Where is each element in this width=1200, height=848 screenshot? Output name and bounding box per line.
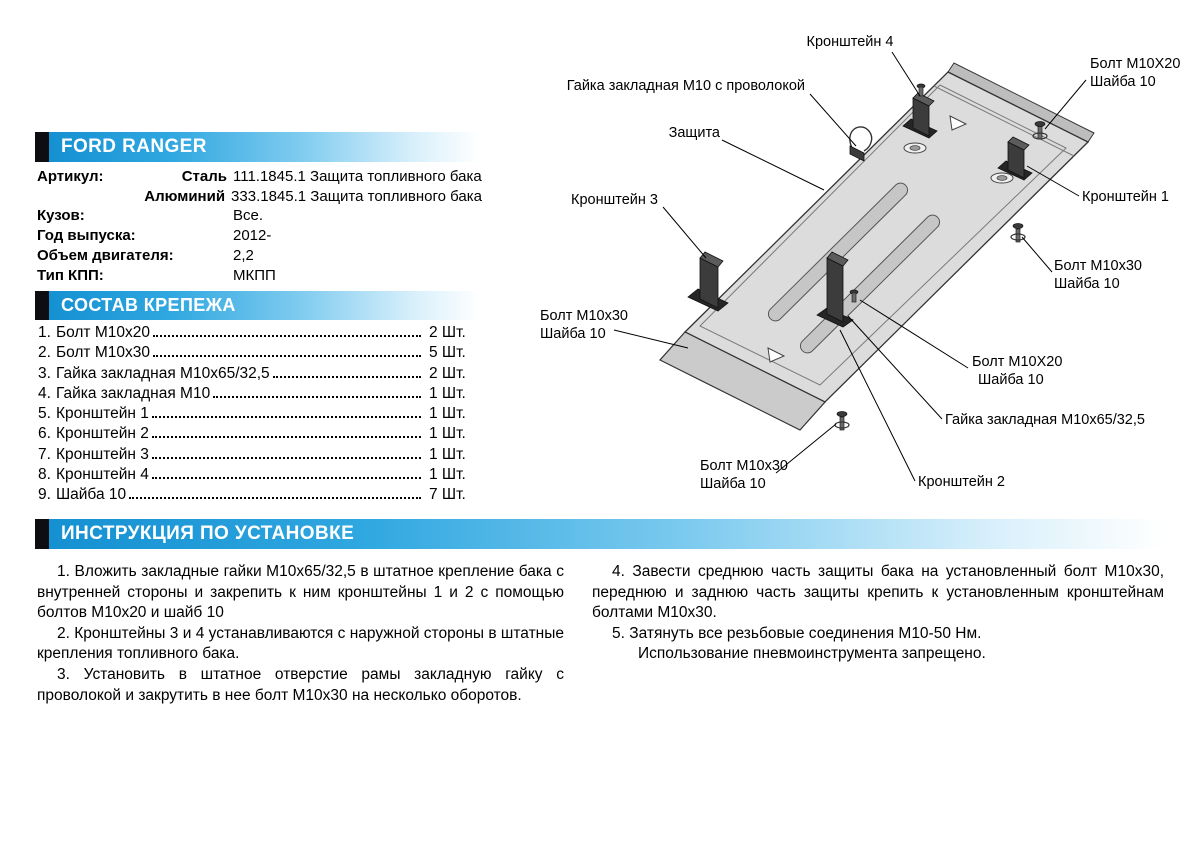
dot-leader [152,436,421,438]
instruction-title: ИНСТРУКЦИЯ ПО УСТАНОВКЕ [49,519,1164,549]
spec-row-year [37,226,482,246]
body-label: Кузов: [37,207,85,225]
label-washer-l: Шайба 10 [540,326,606,342]
body-value: Все. [233,207,264,225]
label-washer-b: Шайба 10 [700,476,766,492]
instruction-column-right [592,562,1164,706]
dot-leader [129,497,421,499]
bar-lead-block [35,291,49,320]
fastener-item: 7. Кронштейн 3 1 Шт. [38,445,466,463]
dot-leader [213,396,421,398]
label-bracket-2: Кронштейн 2 [918,474,1005,490]
bar-lead-block [35,132,49,162]
bar-lead-block [35,519,49,549]
bolt-m10x30-bottom [835,412,849,431]
instruction-step-5: 5. Затянуть все резьбовые соединения М10-50 Нм. [612,624,982,642]
bolt-m10x30-right [1011,224,1025,243]
dot-leader [273,376,421,378]
label-washer-r: Шайба 10 [1054,276,1120,292]
year-value: 2012- [233,227,272,245]
alu-label: Алюминий [144,187,226,205]
fastener-list [38,324,479,507]
diagram-svg [530,0,1200,520]
label-shield: Защита [668,125,720,141]
engine-value: 2,2 [233,246,254,264]
spec-row-articul-alu [37,187,482,207]
fastener-item: 3. Гайка закладная М10х65/32,5 2 Шт. [38,364,466,382]
alu-articul-value: 333.1845.1 Защита топливного бака [231,187,482,205]
gearbox-value: МКПП [233,266,276,284]
steel-articul-value: 111.1845.1 Защита топливного бака [233,168,482,185]
instruction-step-1: 1. Вложить закладные гайки М10х65/32,5 в штатное крепление бака с внутренней стороны и закрепить к ним кронштейны 1 и 2 с помощью болтов М10х20 и шайб 10 [37,563,564,622]
label-nut-wire: Гайка закладная М10 с проволокой [566,78,805,94]
instruction-text [37,562,1164,706]
fastener-title: СОСТАВ КРЕПЕЖА [49,291,480,320]
gearbox-label: Тип КПП: [37,266,104,284]
assembly-diagram [530,0,1200,520]
fastener-header-bar [35,291,480,320]
label-bracket-1: Кронштейн 1 [1082,189,1169,205]
dot-leader [152,416,421,418]
label-bolt-m10x20-mid: Болт М10X20 [972,354,1063,370]
label-bolt-m10x20-tr: Болт М10Х20 [1090,56,1181,72]
label-washer-tr: Шайба 10 [1090,74,1156,90]
specs-table [37,167,482,285]
label-bolt-m10x30-b: Болт М10х30 [700,458,788,474]
year-label: Год выпуска: [37,227,136,245]
instruction-step-5-note: Использование пневмоинструмента запрещено. [638,645,986,663]
spec-row-articul-steel [37,167,482,187]
instruction-column-left [37,562,564,706]
fastener-item: 1. Болт М10х20 2 Шт. [38,324,466,341]
label-bolt-m10x30-r: Болт М10х30 [1054,258,1142,274]
spec-row-engine [37,246,482,266]
fastener-item: 5. Кронштейн 1 1 Шт. [38,405,466,423]
articul-label: Артикул: [37,168,104,185]
fastener-item: 8. Кронштейн 4 1 Шт. [38,466,466,484]
instruction-header-bar [35,519,1164,549]
instruction-step-2: 2. Кронштейны 3 и 4 устанавливаются с наружной стороны в штатные крепления топливного бака. [37,624,564,663]
dot-leader [153,335,421,337]
dot-leader [153,355,421,357]
fastener-item: 4. Гайка закладная М10 1 Шт. [38,384,466,402]
label-bolt-m10x30-l: Болт М10х30 [540,308,628,324]
bracket-3 [688,252,728,311]
fastener-item: 6. Кронштейн 2 1 Шт. [38,425,466,443]
label-bracket-4: Кронштейн 4 [806,34,894,50]
model-header-bar [35,132,480,162]
instruction-step-4: 4. Завести среднюю часть защиты бака на установленный болт М10х30, переднюю и заднюю часть защиты крепить к установленным кронштейнам болтами М10х30. [592,563,1164,622]
fastener-item: 2. Болт М10х30 5 Шт. [38,344,466,362]
spec-row-body [37,206,482,226]
engine-label: Объем двигателя: [37,246,174,264]
label-embedded-nut: Гайка закладная М10х65/32,5 [945,412,1145,428]
dot-leader [152,457,421,459]
dot-leader [152,477,421,479]
label-washer-mid: Шайба 10 [978,372,1044,388]
steel-label: Сталь [181,168,227,185]
spec-row-gearbox [37,266,482,286]
model-title: FORD RANGER [49,132,480,162]
label-bracket-3: Кронштейн 3 [571,192,658,208]
fastener-item: 9. Шайба 10 7 Шт. [38,486,466,504]
instruction-step-3: 3. Установить в штатное отверстие рамы закладную гайку с проволокой и закрутить в нее болт М10х30 на несколько оборотов. [37,665,564,704]
